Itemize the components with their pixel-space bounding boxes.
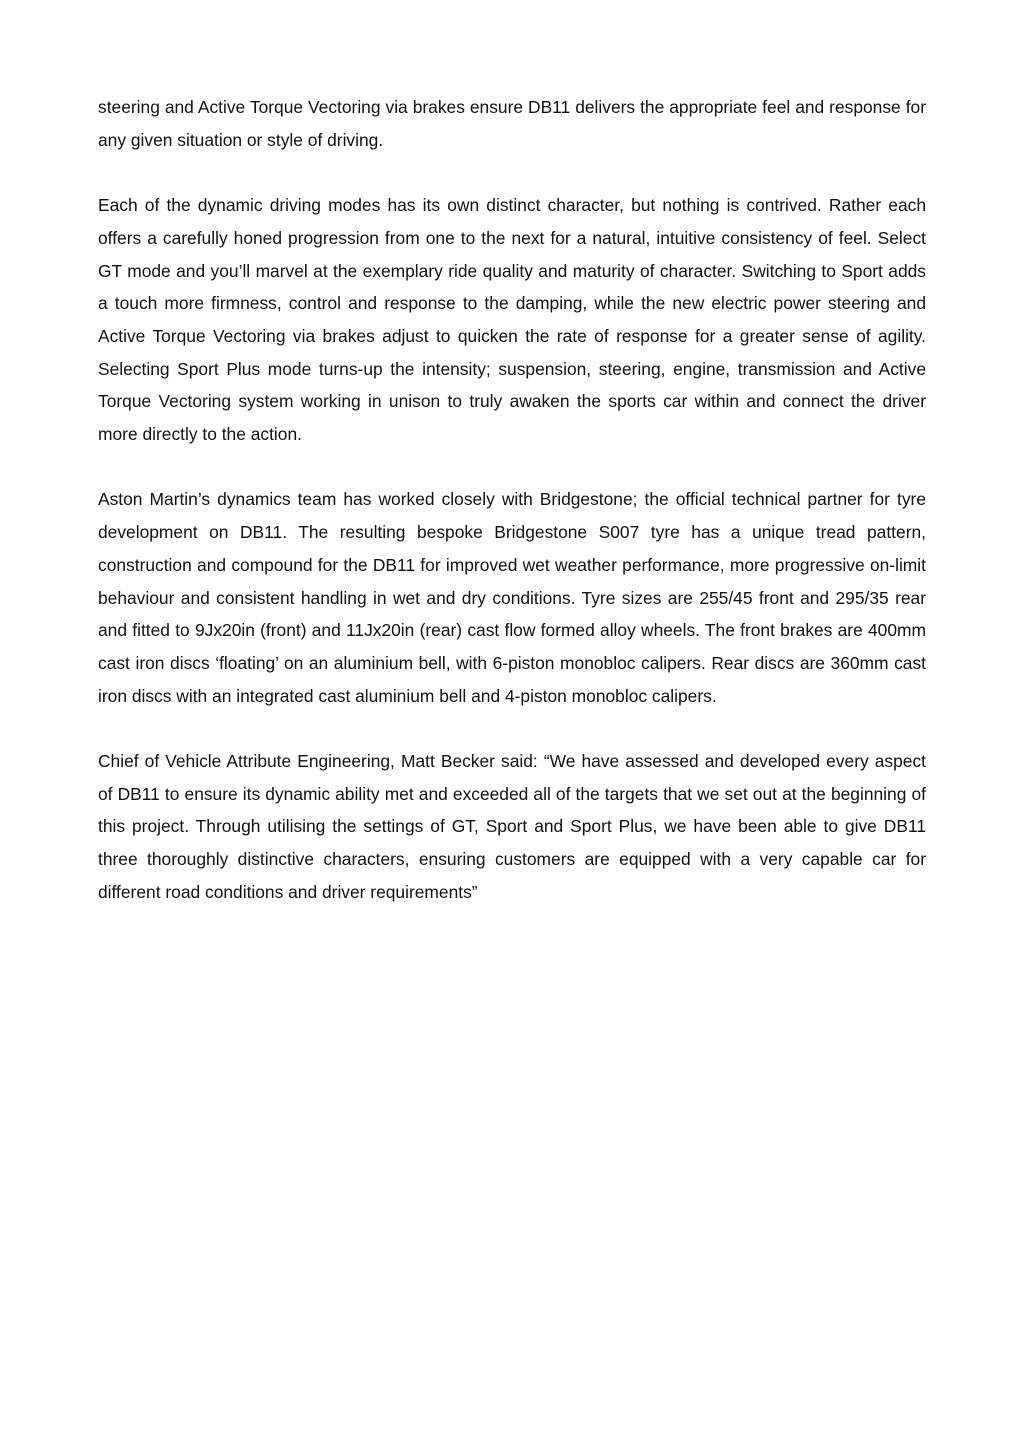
paragraph-driving-modes: Each of the dynamic driving modes has its own distinct character, but nothing is contrived. Rather each offers a carefully honed progression from one to the next for a natural, intuitive consistency of feel. Select GT mode and you’ll marvel at the exemplary ride quality and maturity of character. Switching to Sport adds a touch more firmness, control and response to the damping, while the new electric power steering and Active Torque Vectoring via brakes adjust to quicken the rate of response for a greater sense of agility. Selecting Sport Plus mode turns-up the intensity; suspension, steering, engine, transmission and Active Torque Vectoring system working in unison to truly awaken the sports car within and connect the driver more directly to the action. xyxy=(98,195,926,445)
paragraph-tyres-brakes: Aston Martin’s dynamics team has worked closely with Bridgestone; the official technical partner for tyre development on DB11. The resulting bespoke Bridgestone S007 tyre has a unique tread pattern, construction and compound for the DB11 for improved wet weather performance, more progressive on-limit behaviour and consistent handling in wet and dry conditions. Tyre sizes are 255/45 front and 295/35 rear and fitted to 9Jx20in (front) and 11Jx20in (rear) cast flow formed alloy wheels. The front brakes are 400mm cast iron discs ‘floating’ on an aluminium bell, with 6-piston monobloc calipers. Rear discs are 360mm cast iron discs with an integrated cast aluminium bell and 4-piston monobloc calipers. xyxy=(98,489,926,706)
paragraph-engineering-quote: Chief of Vehicle Attribute Engineering, Matt Becker said: “We have assessed and developed every aspect of DB11 to ensure its dynamic ability met and exceeded all of the targets that we set out at the beginning of this project. Through utilising the settings of GT, Sport and Sport Plus, we have been able to give DB11 three thoroughly distinctive characters, ensuring customers are equipped with a very capable car for different road conditions and driver requirements” xyxy=(98,751,926,902)
paragraph-steering-response: steering and Active Torque Vectoring via brakes ensure DB11 delivers the appropriate feel and response for any given situation or style of driving. xyxy=(98,97,926,150)
document-body xyxy=(98,91,926,941)
